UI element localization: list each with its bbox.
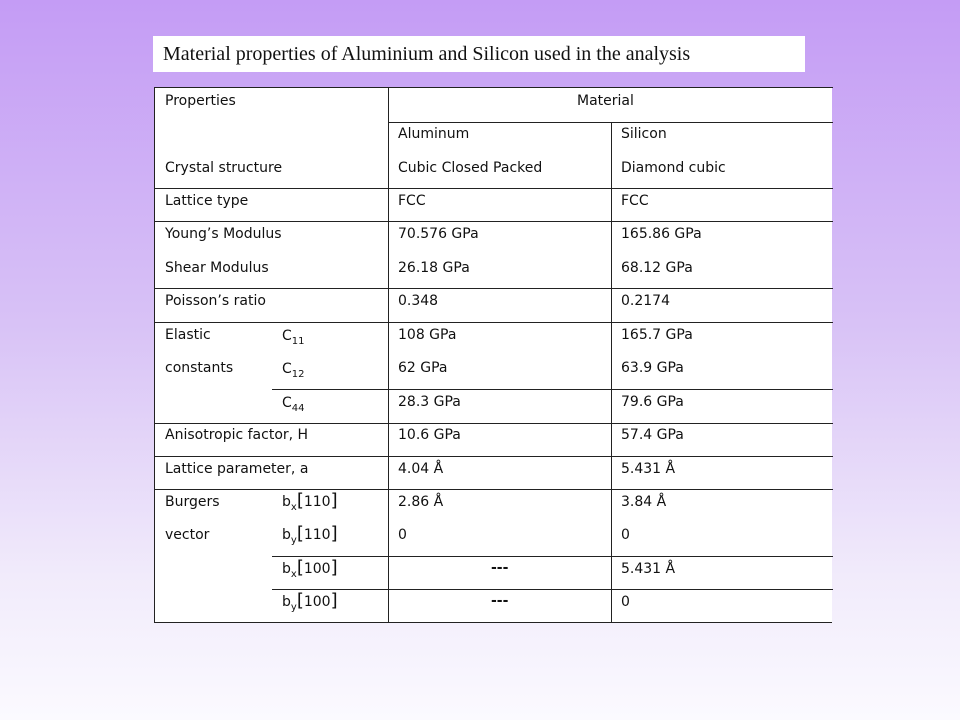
row-label-lattice-parameter: Lattice parameter, a [165,461,309,477]
cell-si-poissons-ratio: 0.2174 [621,293,670,309]
cell-al-by-100: --- [491,593,509,609]
divider [155,288,833,289]
properties-table [154,87,832,623]
row-label-elastic: Elastic [165,327,211,343]
divider [388,87,389,623]
cell-al-shear-modulus: 26.18 GPa [398,260,470,276]
divider [155,221,833,222]
cell-si-anisotropic-factor: 57.4 GPa [621,427,684,443]
divider [155,87,833,88]
header-material: Material [577,93,634,109]
row-label-poissons-ratio: Poisson’s ratio [165,293,266,309]
cell-al-youngs-modulus: 70.576 GPa [398,226,479,242]
divider [272,389,833,390]
header-aluminum: Aluminum [398,126,470,142]
cell-si-c44: 79.6 GPa [621,394,684,410]
symbol-c44: $C_{44}$ [282,395,305,414]
row-label-constants: constants [165,360,234,376]
symbol-by-110: $b_y[110]$ [282,523,338,546]
row-label-anisotropic-factor: Anisotropic factor, H [165,427,309,443]
divider [155,456,833,457]
header-properties: Properties [165,93,236,109]
cell-al-c44: 28.3 GPa [398,394,461,410]
cell-al-by-110: 0 [398,527,407,543]
symbol-c11: $C_{11}$ [282,328,305,347]
divider [611,122,612,623]
divider [155,188,833,189]
cell-al-c11: 108 GPa [398,327,457,343]
cell-al-bx-100: --- [491,560,509,576]
cell-al-lattice-type: FCC [398,193,426,209]
slide-title: Material properties of Aluminium and Silicon used in the analysis [153,36,805,72]
cell-si-crystal-structure: Diamond cubic [621,160,726,176]
header-silicon: Silicon [621,126,667,142]
cell-si-lattice-parameter: 5.431 Å [621,461,676,477]
row-label-shear-modulus: Shear Modulus [165,260,269,276]
row-label-youngs-modulus: Young’s Modulus [165,226,282,242]
cell-al-crystal-structure: Cubic Closed Packed [398,160,543,176]
cell-si-bx-110: 3.84 Å [621,494,667,510]
symbol-by-100: $b_y[100]$ [282,590,338,613]
divider [272,589,833,590]
cell-al-lattice-parameter: 4.04 Å [398,461,444,477]
symbol-bx-110: $b_x[110]$ [282,490,338,513]
divider [272,556,833,557]
cell-si-c12: 63.9 GPa [621,360,684,376]
cell-al-c12: 62 GPa [398,360,448,376]
symbol-bx-100: $b_x[100]$ [282,557,338,580]
divider [155,489,833,490]
cell-al-poissons-ratio: 0.348 [398,293,439,309]
cell-si-shear-modulus: 68.12 GPa [621,260,693,276]
cell-si-lattice-type: FCC [621,193,649,209]
row-label-crystal-structure: Crystal structure [165,160,283,176]
row-label-burgers: Burgers [165,494,220,510]
row-label-lattice-type: Lattice type [165,193,249,209]
symbol-c12: $C_{12}$ [282,361,305,380]
divider [155,322,833,323]
cell-si-by-110: 0 [621,527,630,543]
cell-si-by-100: 0 [621,594,630,610]
cell-si-bx-100: 5.431 Å [621,561,676,577]
cell-si-youngs-modulus: 165.86 GPa [621,226,702,242]
divider [155,423,833,424]
cell-al-bx-110: 2.86 Å [398,494,444,510]
cell-al-anisotropic-factor: 10.6 GPa [398,427,461,443]
row-label-vector: vector [165,527,210,543]
cell-si-c11: 165.7 GPa [621,327,693,343]
